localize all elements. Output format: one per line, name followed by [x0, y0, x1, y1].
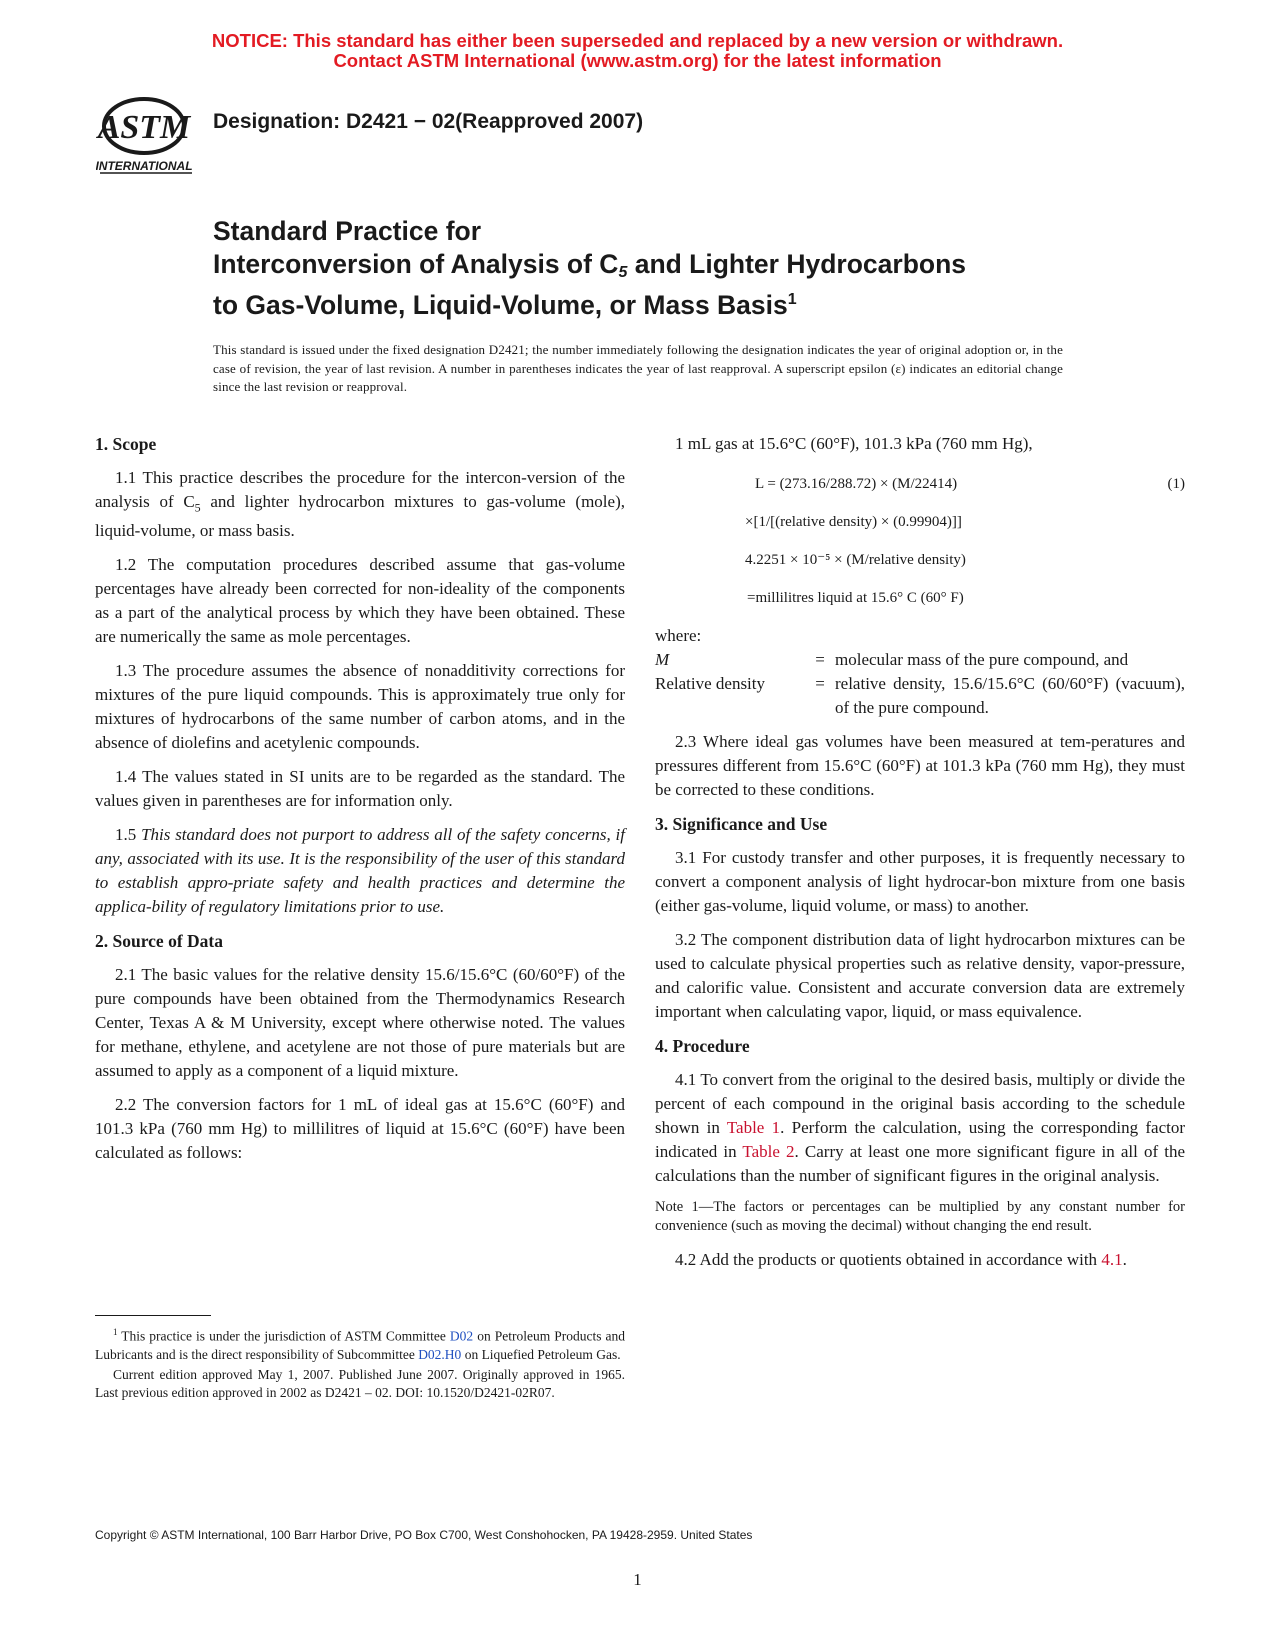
document-title: [213, 215, 966, 322]
notice-banner: [0, 31, 1275, 71]
copyright-line: Copyright © ASTM International, 100 Barr Harbor Drive, PO Box C700, West Conshohocken, PA 19428-2959. United States: [95, 1528, 753, 1542]
title-footnote-mark: 1: [787, 291, 797, 308]
definition-row: Relative density = relative density, 15.6/15.6°C (60/60°F) (vacuum), of the pure compound.: [655, 674, 1185, 717]
para-1-3: 1.3 The procedure assumes the absence of nonadditivity corrections for mixtures of the pure liquid compounds. This is approximately true only for mixtures of hydrocarbons of the same number of carbon atoms, and in the absence of diolefins and acetylenic compounds.: [95, 661, 625, 753]
para-1-5: 1.5 This standard does not purport to address all of the safety concerns, if any, associated with its use. It is the responsibility of the user of this standard to establish appro-priate safety and health practices and determine the applica-bility of regulatory limitations prior to use.: [95, 825, 625, 917]
intro-paragraph: This standard is issued under the fixed designation D2421; the number immediately following the designation indicates the year of original adoption or, in the case of revision, the year of last revision. A number in parentheses indicates the year of last reapproval. A superscript epsilon (ε) indicates an editorial change since the last revision or reapproval.: [213, 342, 1063, 394]
para-3-2: 3.2 The component distribution data of light hydrocarbon mixtures can be used to calculate physical properties such as relative density, vapor-pressure, and calorific value. Consistent and accurate conversion data are extremely important when calculating vapor, liquid, or mass equivalence.: [655, 930, 1185, 1021]
para-2-1: 2.1 The basic values for the relative density 15.6/15.6°C (60/60°F) of the pure compounds have been obtained from the Thermodynamics Research Center, Texas A & M University, except where otherwise noted. The values for methane, ethylene, and acetylene are not those of pure materials but are assumed to apply as a component of a liquid mixture.: [95, 965, 625, 1081]
equation-number: (1): [1167, 476, 1185, 492]
logo-letters: ASTM: [97, 109, 191, 146]
equation-line-4: =millilitres liquid at 15.6° C (60° F): [747, 590, 964, 606]
footnotes: [95, 1323, 625, 1404]
section-2-heading: 2. Source of Data: [95, 931, 223, 952]
para-1-4: 1.4 The values stated in SI units are to be regarded as the standard. The values given in parentheses are for information only.: [95, 767, 625, 811]
notice-line-1: NOTICE: This standard has either been superseded and replaced by a new version or withdrawn.: [211, 30, 1064, 51]
section-1-heading: 1. Scope: [95, 434, 157, 454]
para-2-2: 2.2 The conversion factors for 1 mL of ideal gas at 15.6°C (60°F) and 101.3 kPa (760 mm Hg) to millilitres of liquid at 15.6°C (60°F) have been calculated as follows:: [95, 1095, 625, 1163]
variable-definitions: [655, 648, 1185, 720]
para-1-1: 1.1 This practice describes the procedure for the intercon-version of the analysis of $C_5$ and lighter hydrocarbon mixtures to gas-volume (mole), liquid-volume, or mass basis.: [95, 468, 625, 541]
footnote-2: Current edition approved May 1, 2007. Published June 2007. Originally approved in 1965. Last previous edition approved in 2002 as D2421 – 02. DOI: 10.1520/D2421-02R07.: [95, 1366, 625, 1400]
equation-line-1: L = (273.16/288.72) × (M/22414) (1): [655, 472, 1185, 510]
definition-row: M = molecular mass of the pure compound, and: [655, 650, 1129, 669]
left-column: [95, 432, 625, 1175]
committee-d02-link[interactable]: D02: [449, 1328, 474, 1344]
title-line-1: Standard Practice for: [213, 216, 482, 246]
title-line-2: Interconversion of Analysis of $C_5$ and Lighter Hydrocarbons: [213, 249, 966, 281]
equation-line-3: 4.2251 × 10⁻⁵ × (M/relative density): [745, 552, 966, 568]
section-4-heading: 4. Procedure: [655, 1036, 750, 1056]
footnote-1: $^1$ This practice is under the jurisdiction of ASTM Committee D02 on Petroleum Products and Lubricants and is the direct responsibility of Subcommittee D02.H0 on Liquefied Petroleum Gas.: [95, 1327, 625, 1362]
para-4-1: 4.1 To convert from the original to the desired basis, multiply or divide the percent of each compound in the original basis according to the schedule shown in Table 1. Perform the calculation, using the corresponding factor indicated in Table 2. Carry at least one more significant figure in all of the calculations than the number of significant figures in the original analysis.: [655, 1070, 1186, 1185]
subcommittee-d02h0-link[interactable]: D02.H0: [418, 1346, 462, 1362]
designation: Designation: D2421 − 02(Reapproved 2007): [213, 110, 644, 133]
para-2-3: 2.3 Where ideal gas volumes have been measured at tem-peratures and pressures different from 15.6°C (60°F) at 101.3 kPa (760 mm Hg), they must be corrected to these conditions.: [655, 732, 1185, 799]
table-2-link[interactable]: Table 2: [742, 1142, 795, 1161]
para-1-2: 1.2 The computation procedures described assume that gas-volume percentages have already been corrected for non-ideality of the components as a part of the analytical process by which they have been obtained. These are numerically the same as mole percentages.: [95, 555, 625, 647]
right-column: [655, 432, 1185, 1282]
equation-line-2: ×[1/[(relative density) × (0.99904)]]: [745, 514, 962, 530]
para-2-2-continued: 1 mL gas at 15.6°C (60°F), 101.3 kPa (760 mm Hg),: [675, 434, 1033, 453]
para-4-2: 4.2 Add the products or quotients obtained in accordance with 4.1.: [675, 1250, 1127, 1269]
footnote-divider: [95, 1315, 211, 1316]
page-number: 1: [633, 1570, 642, 1589]
where-label: where:: [655, 626, 702, 645]
note-1: Note 1—The factors or percentages can be multiplied by any constant number for convenience (such as moving the decimal) without changing the end result.: [655, 1199, 1185, 1234]
notice-line-2: Contact ASTM International (www.astm.org) for the latest information: [333, 50, 942, 71]
logo-caption: INTERNATIONAL: [96, 159, 193, 173]
section-3-heading: 3. Significance and Use: [655, 814, 828, 834]
title-line-3: to Gas-Volume, Liquid-Volume, or Mass Basis$^1$: [213, 290, 797, 320]
table-1-link[interactable]: Table 1: [726, 1118, 781, 1137]
astm-logo: [96, 84, 200, 180]
para-3-1: 3.1 For custody transfer and other purposes, it is frequently necessary to convert a component analysis of light hydrocar-bon mixture from one basis (either gas-volume, liquid volume, or mass) to another.: [655, 848, 1185, 915]
section-4-1-link[interactable]: 4.1: [1101, 1250, 1123, 1269]
